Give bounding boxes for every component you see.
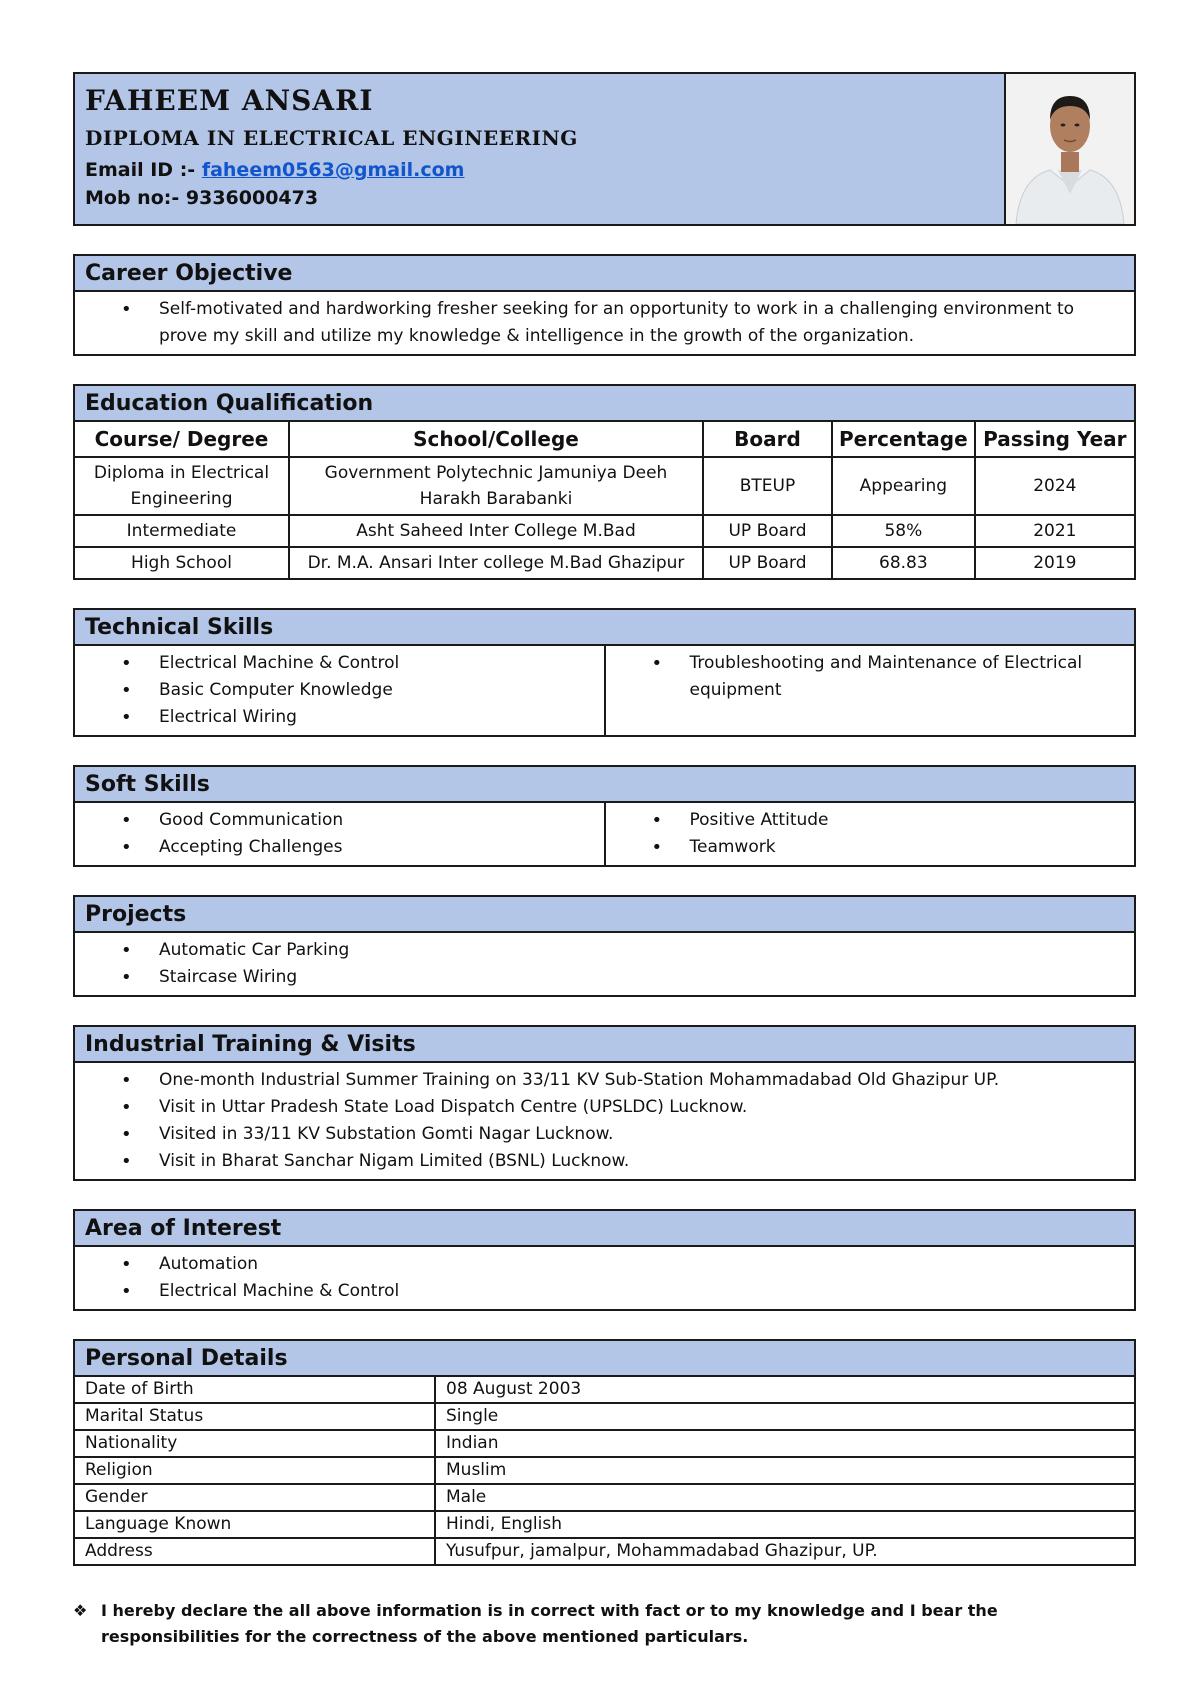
field-value: 08 August 2003 [435, 1377, 1134, 1403]
year-cell: 2019 [1033, 553, 1077, 573]
education-header-row [75, 422, 1134, 457]
col-board: Board [703, 422, 832, 457]
resume-page [73, 72, 1136, 1650]
col-course: Course/ Degree [75, 422, 289, 457]
list-item: • Automation [75, 1251, 1124, 1278]
field-label: Date of Birth [75, 1377, 435, 1403]
field-label: Religion [75, 1457, 435, 1484]
table-row [75, 1403, 1134, 1430]
list-item: • Troubleshooting and Maintenance of Electrical equipment [606, 650, 1125, 704]
profile-photo [1004, 74, 1134, 224]
field-value: Male [435, 1484, 1134, 1511]
table-row [75, 515, 1134, 547]
resume-header [73, 72, 1136, 226]
education-table [75, 422, 1134, 578]
list-item: • Automatic Car Parking [75, 937, 1124, 964]
field-value: Muslim [435, 1457, 1134, 1484]
technical-skills-right [606, 646, 1135, 735]
list-item: • Visit in Uttar Pradesh State Load Dispatch Centre (UPSLDC) Lucknow. [75, 1094, 1124, 1121]
personal-details-table [75, 1377, 1134, 1564]
soft-skills-left [75, 803, 606, 865]
table-row [75, 1430, 1134, 1457]
email-line [85, 156, 994, 184]
soft-skills-body [75, 803, 1134, 865]
mobile-number: 9336000473 [185, 187, 319, 209]
board-cell: UP Board [703, 515, 832, 547]
course-cell: Diploma in Electrical Engineering [75, 457, 289, 515]
list-item: • Accepting Challenges [75, 834, 594, 861]
field-value: Hindi, English [435, 1511, 1134, 1538]
field-value: Yusufpur, jamalpur, Mohammadabad Ghazipur, UP. [446, 1541, 878, 1561]
list-item: • Electrical Machine & Control [75, 650, 594, 677]
field-value: Indian [435, 1430, 1134, 1457]
list-item: • Electrical Wiring [75, 704, 594, 731]
field-label: Marital Status [75, 1403, 435, 1430]
list-item: • One-month Industrial Summer Training on 33/11 KV Sub-Station Mohammadabad Old Ghazipur UP. [75, 1067, 1124, 1094]
list-item: • Positive Attitude [606, 807, 1125, 834]
field-value: Single [435, 1403, 1134, 1430]
school-cell: Government Polytechnic Jamuniya Deeh Harakh Barabanki [289, 457, 703, 515]
list-item: • Electrical Machine & Control [75, 1278, 1124, 1305]
career-objective-heading: Career Objective [75, 256, 1134, 292]
training-section [73, 1025, 1136, 1181]
mobile-label: Mob no:- [85, 187, 180, 209]
education-section [73, 384, 1136, 580]
education-heading: Education Qualification [75, 386, 1134, 422]
interest-heading: Area of Interest [75, 1211, 1134, 1247]
table-row [75, 547, 1134, 578]
list-item: • Basic Computer Knowledge [75, 677, 594, 704]
career-objective-body [75, 292, 1134, 354]
personal-details-section [73, 1339, 1136, 1566]
soft-skills-right [606, 803, 1135, 865]
list-item: • Staircase Wiring [75, 964, 1124, 991]
list-item: • Teamwork [606, 834, 1125, 861]
col-school: School/College [289, 422, 703, 457]
diamond-bullet-icon: ❖ [73, 1601, 88, 1620]
table-row [75, 1457, 1134, 1484]
col-passing-year: Passing Year [975, 422, 1134, 457]
technical-skills-left [75, 646, 606, 735]
field-label: Language Known [75, 1511, 435, 1538]
col-percentage: Percentage [832, 422, 975, 457]
declaration [73, 1598, 1136, 1650]
email-link[interactable]: faheem0563@gmail.com [201, 159, 465, 181]
percentage-cell: 68.83 [832, 547, 975, 578]
table-row [75, 1538, 1134, 1564]
soft-skills-section [73, 765, 1136, 867]
board-cell: UP Board [703, 547, 832, 578]
soft-skills-heading: Soft Skills [75, 767, 1134, 803]
personal-details-heading: Personal Details [75, 1341, 1134, 1377]
table-row [75, 1511, 1134, 1538]
mobile-line [85, 184, 994, 212]
school-cell: Asht Saheed Inter College M.Bad [289, 515, 703, 547]
projects-body [75, 933, 1134, 995]
candidate-name: FAHEEM ANSARI [85, 84, 374, 117]
board-cell: BTEUP [703, 457, 832, 515]
technical-skills-heading: Technical Skills [75, 610, 1134, 646]
year-cell: 2024 [975, 457, 1134, 515]
training-body [75, 1063, 1134, 1179]
course-cell: High School [75, 547, 289, 578]
career-objective-section [73, 254, 1136, 356]
interest-section [73, 1209, 1136, 1311]
list-item: • Visited in 33/11 KV Substation Gomti Nagar Lucknow. [75, 1121, 1124, 1148]
percentage-cell: 58% [832, 515, 975, 547]
career-objective-text: • Self-motivated and hardworking fresher seeking for an opportunity to work in a challenging environment to prove my skill and utilize my knowledge & intelligence in the growth of the organization. [75, 296, 1124, 350]
field-label: Nationality [75, 1430, 435, 1457]
list-item: • Visit in Bharat Sanchar Nigam Limited (BSNL) Lucknow. [75, 1148, 1124, 1175]
interest-body [75, 1247, 1134, 1309]
school-cell: Dr. M.A. Ansari Inter college M.Bad Ghazipur [289, 547, 703, 578]
year-cell: 2021 [975, 515, 1134, 547]
table-row [75, 1377, 1134, 1403]
training-heading: Industrial Training & Visits [75, 1027, 1134, 1063]
person-photo-icon [1006, 74, 1134, 224]
projects-heading: Projects [75, 897, 1134, 933]
technical-skills-body [75, 646, 1134, 735]
field-label: Gender [75, 1484, 435, 1511]
list-item: • Good Communication [75, 807, 594, 834]
header-text [75, 74, 1004, 224]
candidate-degree: DIPLOMA IN ELECTRICAL ENGINEERING [85, 126, 578, 150]
field-label: Address [75, 1538, 435, 1564]
course-cell: Intermediate [75, 515, 289, 547]
declaration-text: I hereby declare the all above information is in correct with fact or to my knowledge and I bear the responsibilities for the correctness of the above mentioned particulars. [101, 1601, 998, 1646]
table-row [75, 1484, 1134, 1511]
percentage-cell: Appearing [832, 457, 975, 515]
email-label: Email ID :- [85, 159, 196, 181]
table-row [75, 457, 1134, 515]
projects-section [73, 895, 1136, 997]
technical-skills-section [73, 608, 1136, 737]
